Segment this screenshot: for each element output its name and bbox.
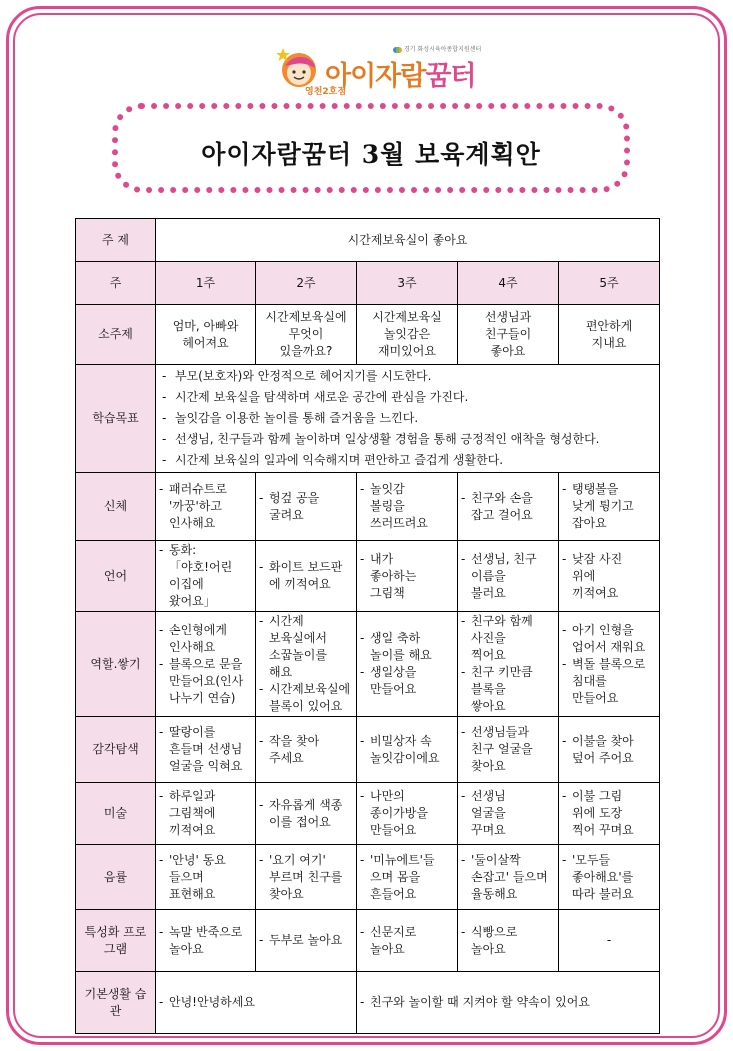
subtheme-cell [458,305,559,365]
activity-cell [357,612,458,717]
activity-cell [256,845,357,910]
activity-line: 놀아요 [370,941,405,956]
activity-cell [357,717,458,783]
subtheme-line: 좋아요 [490,344,526,358]
activity-row [76,541,660,612]
activity-line: 좋아해요'를 [572,869,634,884]
activity-line: 위에 [572,568,596,583]
area-label: 역할.쌓기 [76,612,156,717]
activity-line: 좋아하는 [370,568,417,583]
activity-cell [458,717,559,783]
activity-line: 흔들어요 [370,886,417,901]
activity-line: 따라 불러요 [572,886,634,901]
subtheme-line: 선생님과 [484,310,532,324]
subtheme-cell [256,305,357,365]
activity-line: - 동화: [159,542,252,559]
center-name: 경기 화성시육아종합지원센터 [393,44,481,53]
activity-cell [559,473,660,541]
subtheme-cell [156,305,256,365]
activity-cell [156,612,256,717]
goal-item: - 시간제 보육실의 일과에 익숙해지며 편안하고 즐겁게 생활한다. [159,450,656,471]
activity-line: 잡아요 [572,516,607,530]
activity-row [76,717,660,783]
activity-cell [458,473,559,541]
activity-line: - '미뉴에트'들 [360,852,454,869]
activity-line: - 친구와 함께 [461,613,555,630]
area-label: 신체 [76,473,156,541]
activity-line: 표현해요 [169,886,216,901]
activity-line: 놀잇감이에요 [370,750,440,765]
activity-cell [559,541,660,612]
activity-cell [458,612,559,717]
activity-line: 해요 [269,665,293,679]
activity-line: 낮게 튕기고 [572,499,634,513]
goals-label: 학습목표 [76,365,156,473]
activity-cell [156,910,256,972]
activity-line: - 식빵으로 [461,924,555,941]
activity-line: 찍어요 [471,648,506,662]
subtheme-line: 재미있어요 [378,344,436,358]
activity-line: - 나만의 [360,788,454,805]
goal-item: - 놀잇감을 이용한 놀이를 통해 즐거움을 느낀다. [159,408,656,429]
activity-line: '까꿍'하고 [169,499,222,513]
activity-line: 찾아요 [471,759,506,773]
activity-line: - 낮잠 사진 [562,551,656,568]
habit-item: - 친구와 놀이할 때 지켜야 할 약속이 있어요 [360,994,656,1011]
area-label: 미술 [76,783,156,845]
habits-cell-right [357,972,660,1034]
theme-label: 주 제 [76,219,156,262]
activity-row [76,910,660,972]
area-label: 언어 [76,541,156,612]
activity-cell [357,845,458,910]
plan-table [75,218,660,1034]
activity-line: - 이불 그림 [562,788,656,805]
activity-cell [256,783,357,845]
activity-cell [256,717,357,783]
activity-line: 놀이를 해요 [370,648,432,662]
activity-line: 만들어요(인사 [169,673,244,688]
activity-row [76,612,660,717]
activity-line: - 두부로 놀아요 [259,932,353,949]
activity-line: - 생일 축하 [360,630,454,647]
activity-line: 볼링을 [370,499,405,513]
activity-line: 율동해요 [471,886,518,901]
area-label: 감각탐색 [76,717,156,783]
activity-line: - 비밀상자 속 [360,733,454,750]
activity-line: - 친구와 손을 [461,490,555,507]
activity-line: 부르며 친구를 [269,869,343,884]
brand-name: 아이자람꿈터 [325,61,476,92]
activity-line: 주세요 [269,750,304,765]
subtheme-line: 있을까요? [279,344,333,358]
activity-line: - 블록으로 문을 [159,656,252,673]
activity-cell [458,783,559,845]
activity-line: 쓰러뜨려요 [370,516,428,530]
activity-line: - '안녕' 동요 [159,852,252,869]
subtheme-cell [559,305,660,365]
goal-item: - 부모(보호자)와 안정적으로 헤어지기를 시도한다. [159,366,656,387]
activity-cell [357,910,458,972]
activity-line: - 놀잇감 [360,481,454,498]
subtheme-line: 무엇이 [288,327,324,341]
activity-line: - 내가 [360,551,454,568]
activity-line: - 친구 키만큼 [461,664,555,681]
activity-line: - 아기 인형을 [562,622,656,639]
subtheme-line: 놀잇감은 [383,327,431,341]
activity-line: - '둘이살짝 [461,852,555,869]
activity-cell [256,612,357,717]
activity-cell [559,612,660,717]
habits-label: 기본생활 습관 [76,972,156,1034]
goal-item: - 선생님, 친구들과 함께 놀이하며 일상생활 경험을 통해 긍정적인 애착을 형성한다. [159,429,656,450]
week-header-5: 5주 [559,262,660,305]
activity-line: - 신문지로 [360,924,454,941]
activity-line: 끼적여요 [572,585,619,600]
subtheme-line: 엄마, 아빠와 [172,318,239,333]
activity-line: 쌓아요 [471,699,506,713]
activity-row [76,783,660,845]
activity-line: - 녹말 반죽으로 [159,924,252,941]
branch-name: 영천2호점 [305,87,347,97]
activity-line: - 화이트 보드판 [259,559,353,576]
activity-line: 블록을 [471,682,506,696]
goals-list [156,365,660,473]
activity-line: - '모두들 [562,852,656,869]
habits-cell-left [156,972,357,1034]
activity-line: 나누기 연습) [169,690,236,705]
subtheme-line: 헤어져요 [182,335,229,350]
activity-line: - 패러슈트로 [159,481,252,498]
activity-cell [559,783,660,845]
week-header-2: 2주 [256,262,357,305]
activity-line: 사진을 [471,631,506,645]
activity-line: - 딸랑이를 [159,724,252,741]
activity-cell [156,717,256,783]
activity-line: - 탱탱볼을 [562,481,656,498]
goal-item: - 시간제 보육실을 탐색하며 새로운 공간에 관심을 가진다. [159,387,656,408]
subtheme-line: 친구들이 [484,327,532,341]
activity-line: 왔어요」 [169,594,216,608]
activity-line: 얼굴을 익혀요 [169,759,243,773]
activity-line: - 하루일과 [159,788,252,805]
activity-line: - 자유롭게 색종 [259,797,353,814]
activity-line: 끼적여요 [169,823,216,837]
activity-cell [156,845,256,910]
activity-line: - 시간제보육실에 [259,681,353,698]
activity-line: 놀아요 [471,941,506,956]
activity-cell [256,473,357,541]
page-title: 아이자람꿈터 3월 보육계획안 [201,140,541,169]
activity-line: - 손인형에게 [159,622,252,639]
activity-line: 그림책 [370,585,405,600]
title-box [112,103,630,193]
subtheme-line: 편안하게 [585,318,633,333]
activity-cell [256,910,357,972]
activity-cell: - [559,910,660,972]
activity-line: - 생일상을 [360,664,454,681]
activity-cell [156,541,256,612]
week-header-4: 4주 [458,262,559,305]
activity-line: 만들어요 [572,690,619,705]
week-header-1: 1주 [156,262,256,305]
activity-line: - 선생님, 친구 [461,551,555,568]
activity-line: - 작을 찾아 [259,733,353,750]
week-header-3: 3주 [357,262,458,305]
activity-line: - '요기 여기' [259,852,353,869]
activity-line: 업어서 재워요 [572,639,646,654]
activity-cell [256,541,357,612]
activity-row [76,845,660,910]
activity-line: 불러요 [471,585,506,600]
activity-line: 에 끼적여요 [269,577,331,591]
activity-line: 손잡고' 들으며 [471,869,548,884]
activity-line: 굴려요 [269,507,304,522]
activity-line: 만들어요 [370,682,417,696]
subtheme-line: 지내요 [591,335,627,350]
subtheme-cell [357,305,458,365]
activity-line: - 헝겊 공을 [259,490,353,507]
activity-line: 종이가방을 [370,806,428,820]
activity-cell [357,783,458,845]
activity-cell [357,541,458,612]
activity-row [76,473,660,541]
activity-line: 이집에 [169,577,204,591]
area-label: 특성화 프로그램 [76,910,156,972]
activity-cell [559,717,660,783]
activity-line: 그림책에 [169,806,216,820]
area-label: 음률 [76,845,156,910]
activity-line: 찾아요 [269,886,304,901]
activity-cell [458,845,559,910]
activity-line: - 선생님 [461,788,555,805]
activity-line: 만들어요 [370,823,417,837]
activity-line: - 시간제 [259,613,353,630]
activity-line: 잡고 걸어요 [471,507,533,522]
activity-line: 놀아요 [169,941,204,956]
activity-line: 이름을 [471,568,506,583]
activity-line: 인사해요 [169,516,216,530]
activity-line: - 선생님들과 [461,724,555,741]
activity-line: 침대를 [572,673,607,688]
habit-item: - 안녕!안녕하세요 [159,994,353,1011]
activity-cell [458,910,559,972]
activity-line: - 이불을 찾아 [562,733,656,750]
activity-line: 블록이 있어요 [269,699,343,713]
activity-line: 덮어 주어요 [572,750,634,765]
activity-line: - 벽돌 블록으로 [562,656,656,673]
activity-line: 친구 얼굴을 [471,742,533,756]
activity-line: 꾸며요 [471,823,506,837]
subtheme-label: 소주제 [76,305,156,365]
subtheme-line: 시간제보육실에 [265,310,347,324]
activity-line: 소꿉놀이를 [269,648,327,662]
activity-line: 보육실에서 [269,631,327,645]
activity-line: 흔들며 선생님 [169,742,243,756]
logo [275,40,505,98]
activity-cell [458,541,559,612]
activity-line: 얼굴을 [471,806,506,820]
activity-line: 찍어 꾸며요 [572,823,634,837]
activity-cell [559,845,660,910]
activity-line: 들으며 [169,869,204,884]
activity-cell [156,473,256,541]
activity-line: 「야호!어린 [169,560,233,574]
activity-line: 위에 도장 [572,806,623,820]
activity-cell [156,783,256,845]
activity-line: 이를 접어요 [269,814,331,829]
activity-cell [357,473,458,541]
activity-line: 으며 몸을 [370,869,421,884]
week-label: 주 [76,262,156,305]
activity-line: 인사해요 [169,639,216,654]
theme-value: 시간제보육실이 좋아요 [156,219,660,262]
subtheme-line: 시간제보육실 [372,310,442,324]
